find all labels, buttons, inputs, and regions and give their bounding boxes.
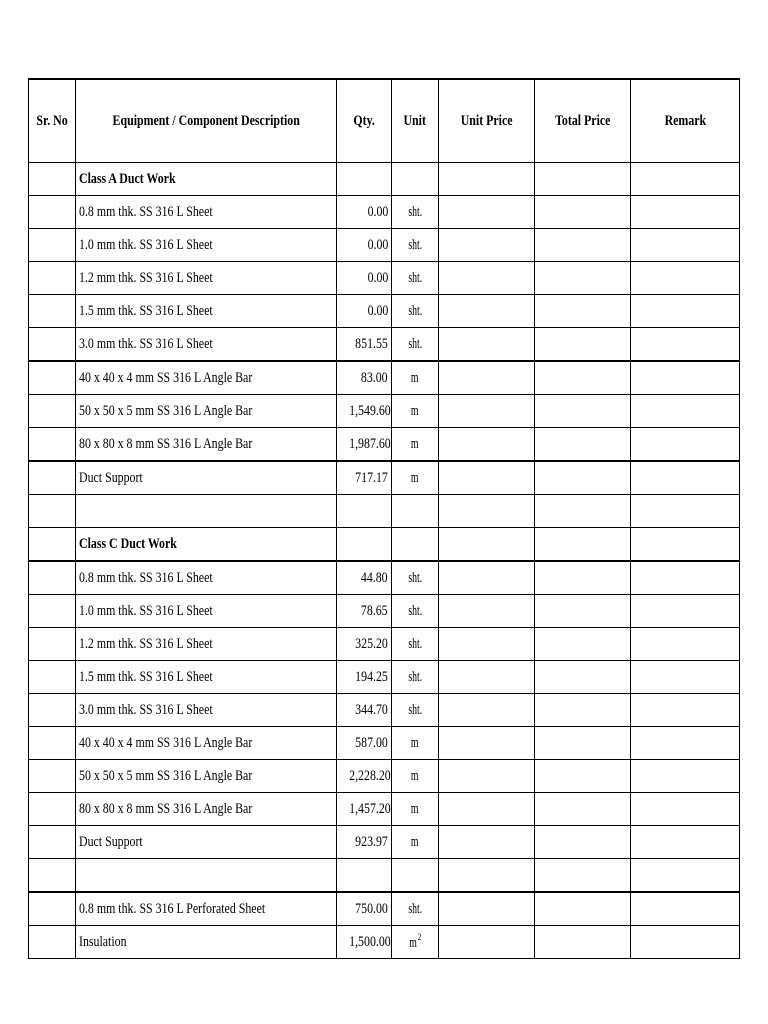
cell-unit[interactable] xyxy=(392,528,439,562)
cell-description[interactable]: 80 x 80 x 8 mm SS 316 L Angle Bar xyxy=(76,428,337,462)
cell-total-price[interactable] xyxy=(535,561,631,595)
cell-unit[interactable]: m xyxy=(392,793,439,826)
cell-unit[interactable]: sht. xyxy=(392,561,439,595)
header-sr-no: Sr. No xyxy=(29,79,76,163)
table-row xyxy=(29,361,740,395)
cell-total-price[interactable] xyxy=(535,196,631,229)
table-row xyxy=(29,295,740,328)
cell-sr-no[interactable] xyxy=(29,395,76,428)
cell-remark[interactable] xyxy=(631,661,740,694)
cell-qty[interactable]: 78.65 xyxy=(337,595,392,628)
cell-description[interactable]: 0.8 mm thk. SS 316 L Sheet xyxy=(76,196,337,229)
cell-unit-price[interactable] xyxy=(439,661,535,694)
cell-unit-price[interactable] xyxy=(439,561,535,595)
cell-sr-no[interactable] xyxy=(29,892,76,926)
cell-sr-no[interactable] xyxy=(29,229,76,262)
cell-description[interactable]: Class A Duct Work xyxy=(76,163,337,196)
cell-description[interactable]: Duct Support xyxy=(76,826,337,859)
table-row xyxy=(29,528,740,562)
cell-qty[interactable]: 1,500.00 xyxy=(337,926,392,959)
table-row xyxy=(29,395,740,428)
header-unit: Unit xyxy=(392,79,439,163)
cell-sr-no[interactable] xyxy=(29,196,76,229)
table-row xyxy=(29,428,740,462)
cell-sr-no[interactable] xyxy=(29,295,76,328)
cell-qty[interactable]: 194.25 xyxy=(337,661,392,694)
cell-total-price[interactable] xyxy=(535,262,631,295)
cell-description[interactable]: 50 x 50 x 5 mm SS 316 L Angle Bar xyxy=(76,395,337,428)
cell-unit-price[interactable] xyxy=(439,428,535,462)
table-row xyxy=(29,727,740,760)
header-total-price: Total Price xyxy=(535,79,631,163)
cell-sr-no[interactable] xyxy=(29,628,76,661)
cell-qty[interactable] xyxy=(337,163,392,196)
cell-sr-no[interactable] xyxy=(29,760,76,793)
cell-sr-no[interactable] xyxy=(29,328,76,362)
bill-of-quantities-sheet xyxy=(28,78,739,959)
boq-table xyxy=(28,78,740,959)
table-row xyxy=(29,328,740,362)
cell-unit-price[interactable] xyxy=(439,628,535,661)
cell-unit[interactable] xyxy=(392,495,439,528)
cell-unit[interactable]: sht. xyxy=(392,262,439,295)
cell-total-price[interactable] xyxy=(535,628,631,661)
cell-sr-no[interactable] xyxy=(29,926,76,959)
cell-remark[interactable] xyxy=(631,328,740,362)
cell-qty[interactable]: 851.55 xyxy=(337,328,392,362)
cell-sr-no[interactable] xyxy=(29,163,76,196)
cell-description[interactable]: 40 x 40 x 4 mm SS 316 L Angle Bar xyxy=(76,727,337,760)
cell-unit[interactable]: sht. xyxy=(392,229,439,262)
cell-unit[interactable]: sht. xyxy=(392,196,439,229)
cell-description[interactable]: 1.0 mm thk. SS 316 L Sheet xyxy=(76,595,337,628)
cell-qty[interactable]: 0.00 xyxy=(337,295,392,328)
cell-sr-no[interactable] xyxy=(29,793,76,826)
cell-qty[interactable]: 83.00 xyxy=(337,361,392,395)
cell-sr-no[interactable] xyxy=(29,461,76,495)
cell-unit[interactable]: m xyxy=(392,727,439,760)
cell-total-price[interactable] xyxy=(535,793,631,826)
cell-description[interactable]: Insulation xyxy=(76,926,337,959)
cell-unit-price[interactable] xyxy=(439,826,535,859)
cell-unit-price[interactable] xyxy=(439,926,535,959)
cell-sr-no[interactable] xyxy=(29,826,76,859)
cell-description[interactable]: Duct Support xyxy=(76,461,337,495)
cell-qty[interactable]: 717.17 xyxy=(337,461,392,495)
cell-sr-no[interactable] xyxy=(29,528,76,562)
cell-unit[interactable]: sht. xyxy=(392,661,439,694)
cell-unit-price[interactable] xyxy=(439,793,535,826)
cell-description[interactable]: 1.5 mm thk. SS 316 L Sheet xyxy=(76,295,337,328)
cell-description[interactable] xyxy=(76,859,337,893)
cell-qty[interactable]: 325.20 xyxy=(337,628,392,661)
table-row xyxy=(29,163,740,196)
cell-description[interactable]: Class C Duct Work xyxy=(76,528,337,562)
cell-unit[interactable]: sht. xyxy=(392,892,439,926)
cell-total-price[interactable] xyxy=(535,328,631,362)
cell-unit-price[interactable] xyxy=(439,196,535,229)
cell-qty[interactable]: 0.00 xyxy=(337,229,392,262)
cell-qty[interactable]: 923.97 xyxy=(337,826,392,859)
cell-unit[interactable]: m xyxy=(392,461,439,495)
cell-remark[interactable] xyxy=(631,628,740,661)
cell-remark[interactable] xyxy=(631,361,740,395)
cell-sr-no[interactable] xyxy=(29,262,76,295)
cell-sr-no[interactable] xyxy=(29,694,76,727)
cell-sr-no[interactable] xyxy=(29,727,76,760)
cell-unit[interactable]: sht. xyxy=(392,328,439,362)
header-row xyxy=(29,79,740,163)
cell-unit-price[interactable] xyxy=(439,361,535,395)
cell-remark[interactable] xyxy=(631,295,740,328)
cell-unit-price[interactable] xyxy=(439,262,535,295)
cell-qty[interactable]: 2,228.20 xyxy=(337,760,392,793)
table-row xyxy=(29,661,740,694)
table-row xyxy=(29,892,740,926)
cell-unit[interactable]: m xyxy=(392,395,439,428)
cell-description[interactable]: 1.5 mm thk. SS 316 L Sheet xyxy=(76,661,337,694)
cell-remark[interactable] xyxy=(631,595,740,628)
cell-total-price[interactable] xyxy=(535,694,631,727)
cell-total-price[interactable] xyxy=(535,528,631,562)
header-description: Equipment / Component Description xyxy=(76,79,337,163)
cell-remark[interactable] xyxy=(631,229,740,262)
cell-unit[interactable]: m xyxy=(392,826,439,859)
table-row xyxy=(29,859,740,893)
table-row xyxy=(29,628,740,661)
cell-description[interactable]: 1.2 mm thk. SS 316 L Sheet xyxy=(76,262,337,295)
cell-total-price[interactable] xyxy=(535,395,631,428)
cell-remark[interactable] xyxy=(631,760,740,793)
cell-total-price[interactable] xyxy=(535,295,631,328)
cell-total-price[interactable] xyxy=(535,661,631,694)
table-row xyxy=(29,461,740,495)
cell-total-price[interactable] xyxy=(535,760,631,793)
cell-qty[interactable]: 344.70 xyxy=(337,694,392,727)
cell-remark[interactable] xyxy=(631,528,740,562)
cell-qty[interactable]: 0.00 xyxy=(337,196,392,229)
cell-remark[interactable] xyxy=(631,163,740,196)
cell-remark[interactable] xyxy=(631,826,740,859)
cell-remark[interactable] xyxy=(631,793,740,826)
table-row xyxy=(29,495,740,528)
header-unit-price: Unit Price xyxy=(439,79,535,163)
cell-sr-no[interactable] xyxy=(29,495,76,528)
cell-description[interactable]: 40 x 40 x 4 mm SS 316 L Angle Bar xyxy=(76,361,337,395)
table-row xyxy=(29,926,740,959)
table-body xyxy=(29,163,740,959)
cell-description[interactable]: 3.0 mm thk. SS 316 L Sheet xyxy=(76,328,337,362)
cell-total-price[interactable] xyxy=(535,826,631,859)
cell-unit[interactable]: $m^2$ xyxy=(392,926,439,959)
table-row xyxy=(29,793,740,826)
cell-unit[interactable] xyxy=(392,859,439,893)
cell-description[interactable] xyxy=(76,495,337,528)
cell-total-price[interactable] xyxy=(535,163,631,196)
cell-qty[interactable]: 44.80 xyxy=(337,561,392,595)
table-row xyxy=(29,196,740,229)
cell-unit-price[interactable] xyxy=(439,461,535,495)
cell-qty[interactable] xyxy=(337,528,392,562)
cell-total-price[interactable] xyxy=(535,892,631,926)
cell-unit-price[interactable] xyxy=(439,694,535,727)
cell-remark[interactable] xyxy=(631,859,740,893)
cell-remark[interactable] xyxy=(631,428,740,462)
cell-remark[interactable] xyxy=(631,395,740,428)
cell-remark[interactable] xyxy=(631,495,740,528)
cell-remark[interactable] xyxy=(631,461,740,495)
cell-unit[interactable]: sht. xyxy=(392,694,439,727)
cell-qty[interactable]: 1,549.60 xyxy=(337,395,392,428)
cell-unit-price[interactable] xyxy=(439,495,535,528)
cell-unit-price[interactable] xyxy=(439,595,535,628)
cell-description[interactable]: 0.8 mm thk. SS 316 L Sheet xyxy=(76,561,337,595)
cell-total-price[interactable] xyxy=(535,595,631,628)
cell-qty[interactable] xyxy=(337,495,392,528)
cell-description[interactable]: 3.0 mm thk. SS 316 L Sheet xyxy=(76,694,337,727)
cell-unit-price[interactable] xyxy=(439,727,535,760)
cell-unit[interactable]: sht. xyxy=(392,628,439,661)
cell-remark[interactable] xyxy=(631,262,740,295)
cell-sr-no[interactable] xyxy=(29,428,76,462)
cell-remark[interactable] xyxy=(631,892,740,926)
cell-remark[interactable] xyxy=(631,694,740,727)
cell-sr-no[interactable] xyxy=(29,561,76,595)
table-row xyxy=(29,262,740,295)
cell-total-price[interactable] xyxy=(535,461,631,495)
cell-total-price[interactable] xyxy=(535,428,631,462)
cell-total-price[interactable] xyxy=(535,859,631,893)
cell-qty[interactable] xyxy=(337,859,392,893)
cell-unit[interactable]: m xyxy=(392,428,439,462)
cell-unit-price[interactable] xyxy=(439,892,535,926)
cell-description[interactable]: 80 x 80 x 8 mm SS 316 L Angle Bar xyxy=(76,793,337,826)
cell-unit-price[interactable] xyxy=(439,760,535,793)
cell-unit[interactable] xyxy=(392,163,439,196)
cell-remark[interactable] xyxy=(631,926,740,959)
cell-total-price[interactable] xyxy=(535,229,631,262)
cell-total-price[interactable] xyxy=(535,727,631,760)
table-row xyxy=(29,694,740,727)
cell-qty[interactable]: 1,987.60 xyxy=(337,428,392,462)
cell-unit-price[interactable] xyxy=(439,528,535,562)
cell-sr-no[interactable] xyxy=(29,595,76,628)
cell-total-price[interactable] xyxy=(535,926,631,959)
cell-unit-price[interactable] xyxy=(439,163,535,196)
cell-qty[interactable]: 750.00 xyxy=(337,892,392,926)
cell-description[interactable]: 0.8 mm thk. SS 316 L Perforated Sheet xyxy=(76,892,337,926)
cell-total-price[interactable] xyxy=(535,361,631,395)
cell-remark[interactable] xyxy=(631,727,740,760)
cell-unit-price[interactable] xyxy=(439,229,535,262)
cell-description[interactable]: 1.2 mm thk. SS 316 L Sheet xyxy=(76,628,337,661)
table-row xyxy=(29,595,740,628)
table-row xyxy=(29,760,740,793)
cell-description[interactable]: 50 x 50 x 5 mm SS 316 L Angle Bar xyxy=(76,760,337,793)
cell-qty[interactable]: 587.00 xyxy=(337,727,392,760)
cell-unit[interactable]: m xyxy=(392,361,439,395)
cell-unit-price[interactable] xyxy=(439,859,535,893)
cell-remark[interactable] xyxy=(631,196,740,229)
cell-unit[interactable]: sht. xyxy=(392,295,439,328)
cell-qty[interactable]: 1,457.20 xyxy=(337,793,392,826)
cell-unit[interactable]: sht. xyxy=(392,595,439,628)
cell-sr-no[interactable] xyxy=(29,661,76,694)
cell-total-price[interactable] xyxy=(535,495,631,528)
table-row xyxy=(29,826,740,859)
cell-unit-price[interactable] xyxy=(439,395,535,428)
cell-sr-no[interactable] xyxy=(29,859,76,893)
header-qty: Qty. xyxy=(337,79,392,163)
cell-unit-price[interactable] xyxy=(439,295,535,328)
header-remark: Remark xyxy=(631,79,740,163)
cell-qty[interactable]: 0.00 xyxy=(337,262,392,295)
table-row xyxy=(29,561,740,595)
cell-description[interactable]: 1.0 mm thk. SS 316 L Sheet xyxy=(76,229,337,262)
cell-unit[interactable]: m xyxy=(392,760,439,793)
cell-sr-no[interactable] xyxy=(29,361,76,395)
cell-unit-price[interactable] xyxy=(439,328,535,362)
table-row xyxy=(29,229,740,262)
cell-remark[interactable] xyxy=(631,561,740,595)
